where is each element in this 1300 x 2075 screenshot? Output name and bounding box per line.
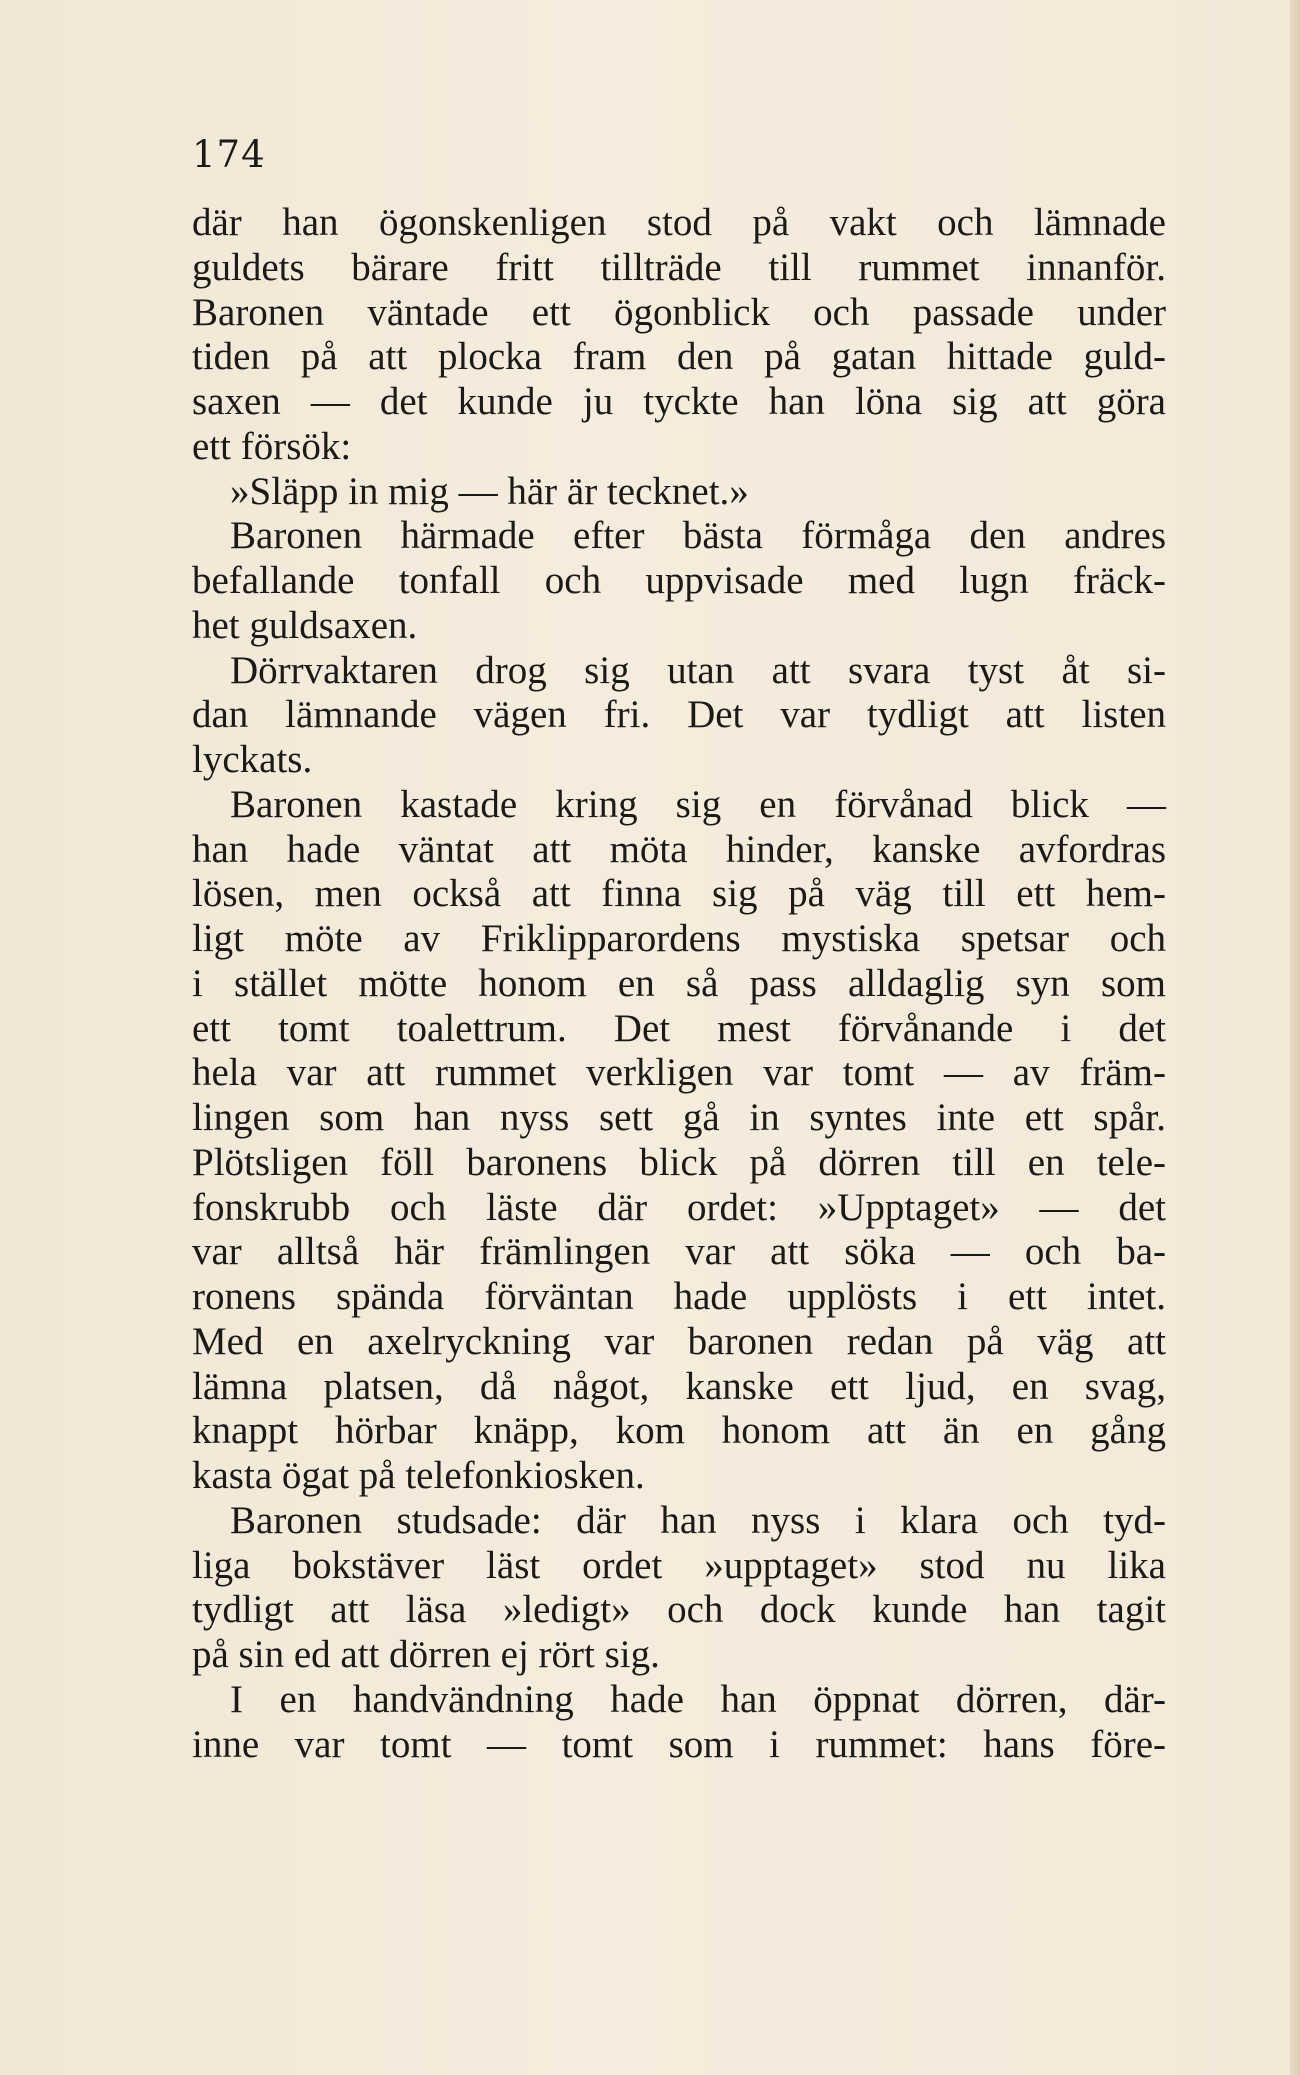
text-line: ett försök: [192,424,352,468]
text-line: Med en axelryckning var baronen redan på väg att [192,1319,1166,1363]
text-line: het guldsaxen. [192,603,418,647]
page-number: 174 [192,133,266,176]
text-line: I en handvändning hade han öppnat dörren, där- [230,1677,1166,1721]
text-line: lämna platsen, då något, kanske ett ljud, en svag, [192,1364,1166,1408]
text-line: på sin ed att dörren ej rört sig. [192,1633,660,1676]
text-line: ronens spända förväntan hade upplösts i ett intet. [192,1275,1166,1318]
body-text [192,201,1166,1767]
text-line: liga bokstäver läst ordet »upptaget» stod nu lika [192,1543,1166,1587]
text-line: Dörrvaktaren drog sig utan att svara tyst åt si- [230,648,1166,692]
text-line: han hade väntat att möta hinder, kanske avfordras [192,827,1166,871]
text-line: guldets bärare fritt tillträde till rummet innanför. [192,245,1166,289]
text-line: saxen — det kunde ju tyckte han löna sig att göra [192,380,1166,423]
text-line: hela var att rummet verkligen var tomt — av främ- [192,1051,1166,1095]
text-line: var alltså här främlingen var att söka — och ba- [192,1230,1166,1274]
text-line: tydligt att läsa »ledigt» och dock kunde han tagit [192,1588,1166,1632]
text-line: lyckats. [192,738,313,781]
text-line: Plötsligen föll baronens blick på dörren till en tele- [192,1140,1166,1184]
text-line: lösen, men också att finna sig på väg till ett hem- [192,872,1166,916]
text-line: där han ögonskenligen stod på vakt och lämnade [192,201,1166,244]
text-line: Baronen väntade ett ögonblick och passade under [192,290,1166,334]
text-line: fonskrubb och läste där ordet: »Upptaget» — det [192,1185,1166,1229]
page-edge [1290,0,1300,2075]
text-line: befallande tonfall och uppvisade med lugn fräck- [192,559,1166,602]
text-line: ett tomt toalettrum. Det mest förvånande i det [192,1006,1166,1050]
text-line: ligt möte av Friklipparordens mystiska spetsar och [192,917,1166,960]
text-line: inne var tomt — tomt som i rummet: hans före- [192,1722,1166,1766]
text-line: lingen som han nyss sett gå in syntes inte ett spår. [192,1096,1166,1139]
text-line: kasta ögat på telefonkiosken. [192,1454,645,1497]
text-line: tiden på att plocka fram den på gatan hittade guld- [192,335,1166,379]
text-line: Baronen härmade efter bästa förmåga den andres [230,514,1166,558]
text-line: dan lämnande vägen fri. Det var tydligt att listen [192,693,1166,737]
text-line: knappt hörbar knäpp, kom honom att än en gång [192,1409,1166,1453]
text-line: Baronen kastade kring sig en förvånad blick — [230,782,1166,826]
text-line: i stället mötte honom en så pass alldaglig syn som [192,961,1166,1005]
text-line: Baronen studsade: där han nyss i klara och tyd- [230,1498,1166,1542]
text-line: »Släpp in mig — här är tecknet.» [230,469,749,513]
